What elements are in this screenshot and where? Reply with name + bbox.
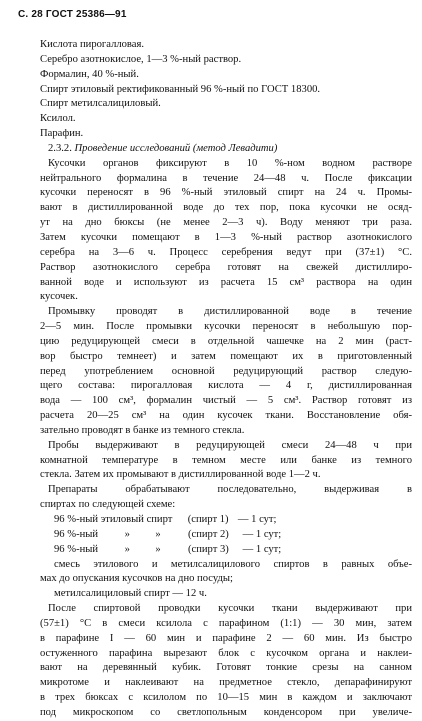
text-line: Спирт этиловый ректификованный 96 %-ный по ГОСТ 18300. [40, 83, 321, 95]
text-line: нейтрального формалина в течение 24—48 ч. После фиксации [40, 172, 412, 184]
schedule-row [40, 528, 412, 543]
schedule-cell: » [155, 528, 161, 540]
schedule-cell: 96 %-ный [54, 528, 99, 540]
schedule-cell: (спирт 2) [187, 528, 229, 540]
text-line: комнатной температуре в темном месте или банке из темного [40, 454, 412, 466]
schedule-cell: (спирт 3) [187, 543, 229, 555]
text-line: ут на дно бюксы (не менее 2—3 ч). Воду меняют три раза. [40, 217, 412, 229]
text-line: вор быстро темнеет) и затем помещают их в приготовленный [40, 350, 412, 362]
schedule-cell: — 1 сут; [242, 528, 282, 540]
section-title: Проведение исследований (метод Левадити) [74, 142, 278, 154]
text-line: ванной воде и используют из расчета 15 см³ раствора на один [40, 276, 412, 288]
text-line: серебра на 3—6 ч. Процесс серебрения ведут при (37±1) °С. [40, 246, 412, 258]
text-line: (57±1) °С в смеси ксилола с парафином (1:1) — 30 мин, затем [40, 617, 412, 629]
schedule-row [40, 513, 412, 528]
text-line: вают на деревянный кубик. Готовят тонкие срезы на санном [40, 662, 412, 674]
text-line: Парафин. [40, 128, 84, 140]
schedule-cell: (спирт 1) [187, 514, 229, 525]
schedule-cell: 96 %-ный [54, 543, 99, 555]
text-line: метилсалициловый спирт — 12 ч. [54, 588, 207, 600]
text-line: в трех бюксах с ксилолом по 10—15 мин в каждом и заключают [40, 692, 412, 704]
text-line: расчета 20—25 см³ на один кусочек ткани. Восстановление обя- [40, 410, 412, 422]
text-line: микротоме и наклеивают на предметное стекло, депарафинируют [40, 677, 412, 689]
page-header: С. 28 ГОСТ 25386—91 [18, 9, 127, 20]
schedule-cell: — 1 сут; [237, 514, 277, 525]
text-line: вода — 100 см³, формалин чистый — 5 см³. Раствор готовят из [40, 395, 412, 407]
schedule-cell: » [124, 528, 130, 540]
text-line: перед употреблением основной редуцирующий раствор следую- [40, 365, 412, 377]
text-line: Раствор азотнокислого серебра готовят на свежей дистиллиро- [40, 261, 412, 273]
text-line: 2—5 мин. После промывки кусочки переносят в небольшую пор- [40, 321, 412, 333]
text-line: Кислота пирогалловая. [40, 39, 145, 50]
text-line: Промывку проводят в дистиллированной воде в течение [48, 306, 412, 318]
section-number: 2.3.2. [48, 142, 72, 154]
section-heading [40, 142, 412, 157]
text-line: под микроскопом со светлопольным конденсором при увеличе- [40, 706, 412, 718]
text-line: кусочки переносят в 96 %-ный этиловый спирт на 24 ч. Промы- [40, 187, 412, 199]
text-line: Серебро азотнокислое, 1—3 %-ный раствор. [40, 53, 242, 65]
text-line: цию редуцирующей смеси в отдельной чашечке на 2 мин (раст- [40, 335, 412, 347]
text-line: остуженного парафина вырезают блок с кусочком органа и наклеи- [40, 647, 412, 659]
text-line: стекла. Затем их промывают в дистиллированной воде 1—2 ч. [40, 469, 321, 481]
text-line: спиртах по следующей схеме: [40, 499, 176, 511]
schedule-row [40, 543, 412, 558]
text-line: мах до опускания кусочков на дно посуды; [40, 573, 233, 585]
text-line: Препараты обрабатывают последовательно, выдерживая в [48, 484, 412, 496]
text-line: вают в дистиллированной воде до тех пор, пока кусочки не осяд- [40, 202, 412, 214]
text-line: Ксилол. [40, 113, 76, 125]
schedule-cell: — 1 сут; [242, 543, 282, 555]
text-line: кусочек. [40, 291, 78, 303]
text-line: смесь этилового и метилсалицилового спиртов в равных объе- [54, 558, 412, 570]
schedule-cell: » [155, 543, 161, 555]
text-line: зательно проводят в банке из темного стекла. [40, 424, 245, 436]
schedule-cell: » [124, 543, 130, 555]
text-line: в парафине I — 60 мин и парафине 2 — 60 мин. Из быстро [40, 632, 412, 644]
document-body [40, 38, 412, 721]
text-line: Кусочки органов фиксируют в 10 %-ном водном растворе [48, 157, 412, 169]
text-line: Спирт метилсалициловый. [40, 98, 161, 110]
text-line: После спиртовой проводки кусочки ткани выдерживают при [48, 603, 412, 615]
schedule-cell: 96 %-ный этиловый спирт [54, 514, 173, 525]
text-line: Формалин, 40 %-ный. [40, 68, 139, 80]
text-line: Затем кусочки помещают в 1—3 %-ный раствор азотнокислого [40, 231, 412, 243]
text-line: Пробы выдерживают в редуцирующей смеси 24—48 ч при [48, 439, 412, 451]
text-line: щего состава: пирогалловая кислота — 4 г, дистиллированная [40, 380, 412, 392]
